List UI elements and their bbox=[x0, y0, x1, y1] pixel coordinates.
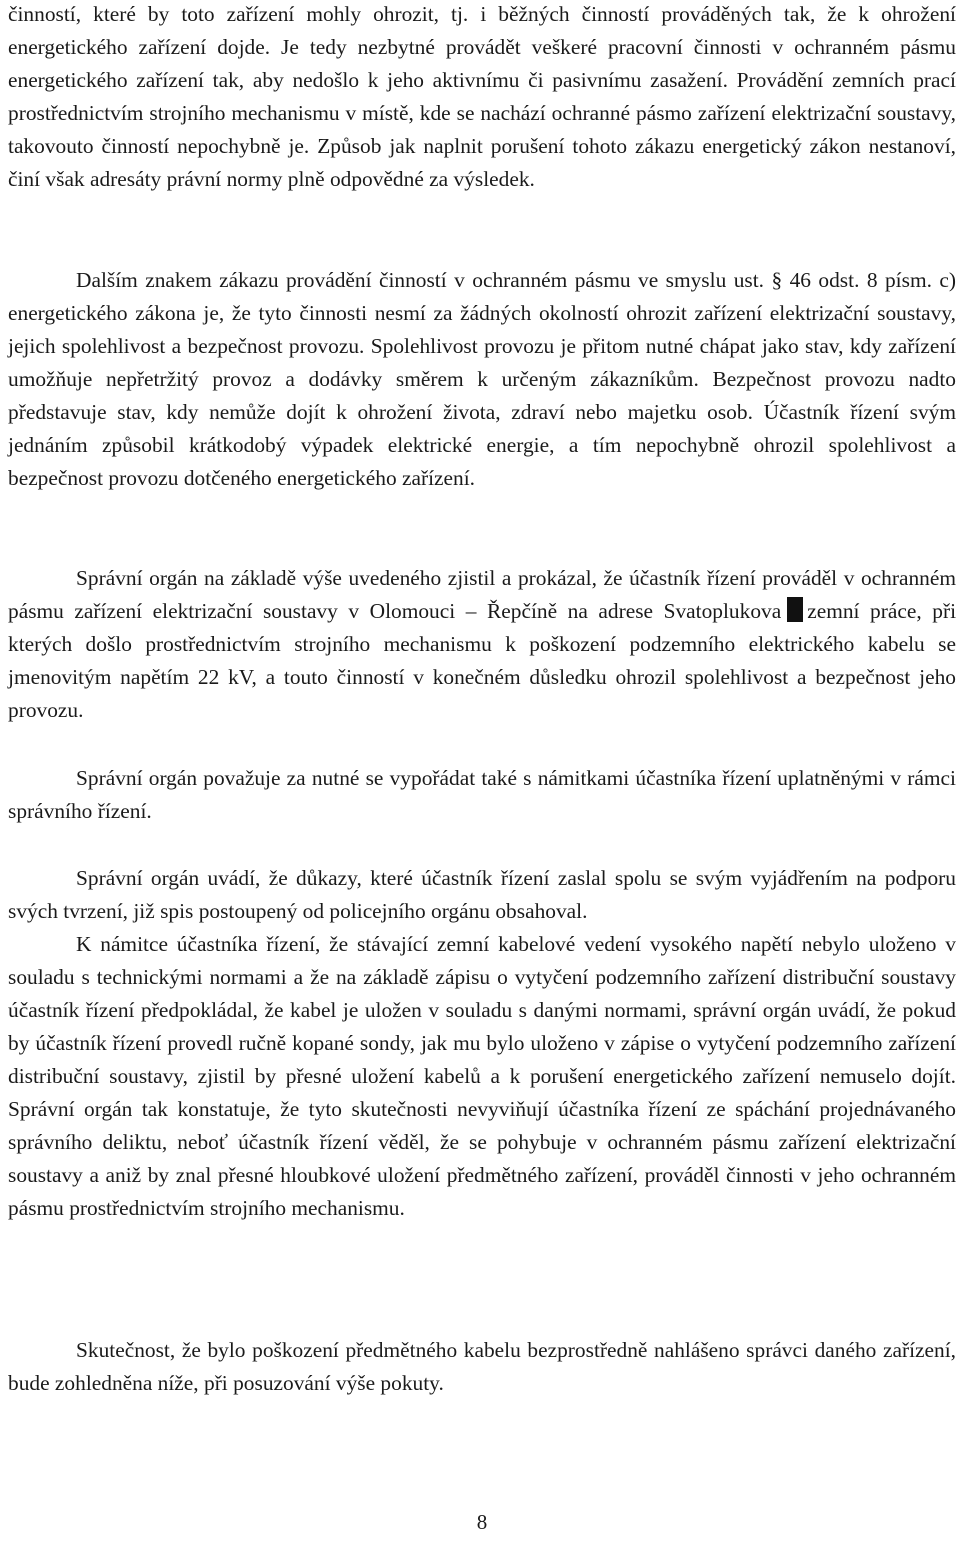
paragraph-findings bbox=[8, 562, 956, 727]
paragraph-objections-intro: Správní orgán považuje za nutné se vypořádat také s námitkami účastníka řízení uplatněnými v rámci správního řízení. bbox=[8, 766, 956, 823]
findings-text-before: Správní orgán na základě výše uvedeného zjistil a prokázal, že účastník řízení prováděl v ochranném pásmu zařízení elektrizační soustavy v Olomouci – Řepčíně na adrese Svatoplukova bbox=[8, 566, 956, 623]
paragraph-evidence: Správní orgán uvádí, že důkazy, které účastník řízení zaslal spolu se svým vyjádřením na podporu svých tvrzení, již spis postoupený od policejního orgánu obsahoval. bbox=[8, 866, 956, 923]
paragraph-continuation: činností, které by toto zařízení mohly ohrozit, tj. i běžných činností prováděných tak, že k ohrožení energetického zařízení dojde. Je tedy nezbytné provádět veškeré pracovní činnosti v ochranném pásmu energetického zařízení tak, aby nedošlo k jeho aktivnímu či pasivnímu zasažení. Provádění zemních prací prostřednictvím strojního mechanismu v místě, kde se nachází ochranné pásmo zařízení elektrizační soustavy, takovouto činností nepochybně je. Způsob jak naplnit porušení tohoto zákazu energetický zákon nestanoví, činí však adresáty právní normy plně odpovědné za výsledek. bbox=[8, 2, 956, 191]
paragraph-objection-cable: K námitce účastníka řízení, že stávající zemní kabelové vedení vysokého napětí nebylo uloženo v souladu s technickými normami a že na základě zápisu o vytyčení podzemního zařízení distribuční soustavy účastník řízení předpokládal, že kabel je uložen v souladu s danými normami, správní orgán uvádí, že pokud by účastník řízení provedl ručně kopané sondy, jak mu bylo uloženo v zápise o vytyčení podzemního zařízení distribuční soustavy, zjistil by přesné uložení kabelů a k porušení energetického zařízení nemuselo dojít. Správní orgán tak konstatuje, že tyto skutečnosti nevyviňují účastníka řízení ze spáchání projednávaného správního deliktu, neboť účastník řízení věděl, že se pohybuje v ochranném pásmu zařízení elektrizační soustavy a aniž by znal přesné hloubkové uložení předmětného zařízení, prováděl činnosti v jeho ochranném pásmu prostřednictvím strojního mechanismu. bbox=[8, 932, 956, 1220]
paragraph-reporting: Skutečnost, že bylo poškození předmětného kabelu bezprostředně nahlášeno správci daného zařízení, bude zohledněna níže, při posuzování výše pokuty. bbox=[8, 1338, 956, 1395]
redaction-block bbox=[787, 597, 803, 622]
findings-text-after: zemní práce, při kterých došlo prostřednictvím strojního mechanismu k poškození podzemního elektrického kabelu se jmenovitým napětím 22 kV, a touto činností v konečném důsledku ohrozil spolehlivost a bezpečnost jeho provozu. bbox=[8, 599, 957, 722]
page-number: 8 bbox=[476, 1510, 488, 1534]
paragraph-further-sign: Dalším znakem zákazu provádění činností v ochranném pásmu ve smyslu ust. § 46 odst. 8 písm. c) energetického zákona je, že tyto činnosti nesmí za žádných okolností ohrozit zařízení elektrizační soustavy, jejich spolehlivost a bezpečnost provozu. Spolehlivost provozu je přitom nutné chápat jako stav, kdy zařízení umožňuje nepřetržitý provoz a dodávky směrem k určeným zákazníkům. Bezpečnost provozu nadto představuje stav, kdy nemůže dojít k ohrožení života, zdraví nebo majetku osob. Účastník řízení svým jednáním způsobil krátkodobý výpadek elektrické energie, a tím nepochybně ohrozil spolehlivost a bezpečnost provozu dotčeného energetického zařízení. bbox=[8, 268, 956, 490]
document-page bbox=[8, 0, 956, 1541]
